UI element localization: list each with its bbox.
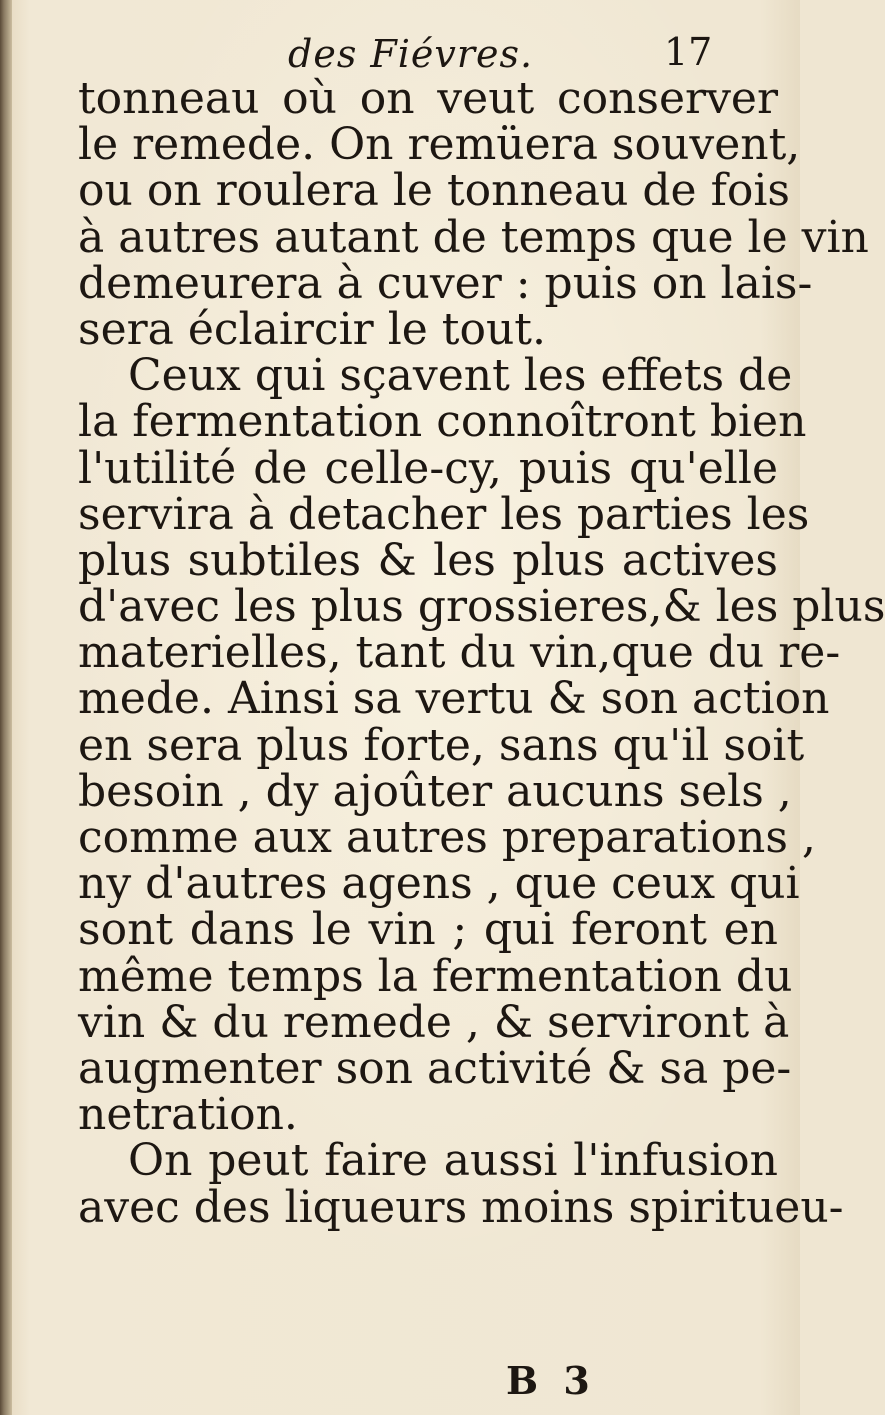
text-line: la fermentation connoîtront bien <box>78 396 807 448</box>
text-line: avec des liqueurs moins spiritueu- <box>78 1181 844 1233</box>
text-line: comme aux autres preparations , <box>78 812 816 863</box>
body-text <box>78 73 885 1233</box>
page-number: 17 <box>664 30 713 74</box>
binding-shadow <box>0 0 12 1415</box>
text-line: augmenter son activité & sa pe- <box>78 1042 792 1094</box>
text-line: ou on roulera le tonneau de fois <box>78 165 791 217</box>
text-line: sera éclaircir le tout. <box>78 303 546 355</box>
text-line: vin & du remede , & serviront à <box>78 996 790 1048</box>
text-line: à autres autant de temps que le vin <box>78 211 869 263</box>
signature-mark: B 3 <box>506 1358 596 1403</box>
text-line: servira à detacher les parties les <box>78 488 810 540</box>
text-line: l'utilité de celle-cy, puis qu'elle <box>78 442 778 494</box>
text-line: netration. <box>78 1089 298 1141</box>
text-line: sont dans le vin ; qui feront en <box>78 904 778 956</box>
running-head: des Fiévres. <box>288 32 534 76</box>
paragraph-start-line: Ceux qui sçavent les effets de <box>128 350 793 402</box>
text-line: le remede. On remüera souvent, <box>78 119 801 171</box>
text-line: demeurera à cuver : puis on lais- <box>78 257 813 309</box>
text-line: tonneau où on veut conserver <box>78 73 778 124</box>
text-line: même temps la fermentation du <box>78 950 793 1002</box>
paragraph-start-line: On peut faire aussi l'infusion <box>128 1135 778 1187</box>
text-line: materielles, tant du vin,que du re- <box>78 627 841 679</box>
text-line: besoin , dy ajoûter aucuns sels , <box>78 765 792 817</box>
text-line: d'avec les plus grossieres,& les plus <box>78 581 885 633</box>
text-line: en sera plus forte, sans qu'il soit <box>78 719 805 771</box>
text-line: plus subtiles & les plus actives <box>78 534 778 586</box>
text-line: mede. Ainsi sa vertu & son action <box>78 673 830 725</box>
text-line: ny d'autres agens , que ceux qui <box>78 858 800 910</box>
